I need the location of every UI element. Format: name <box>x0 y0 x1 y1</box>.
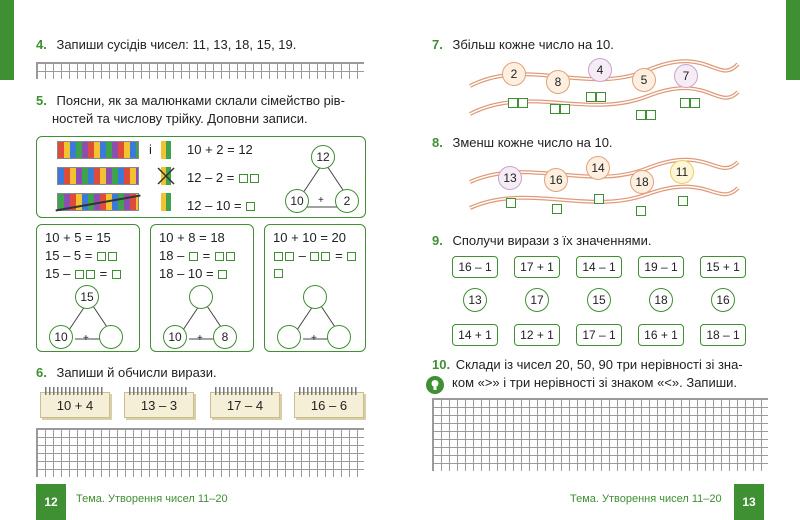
expr-text: 15 + 1 <box>706 260 740 274</box>
answer-cell[interactable] <box>518 98 528 108</box>
left-footer-topic: Тема. Утворення чисел 11–20 <box>76 493 228 505</box>
boxC-left-circle[interactable] <box>277 325 301 349</box>
eq-12-minus-2 <box>187 169 260 186</box>
ex6-text: Запиши й обчисли вирази. <box>56 365 217 380</box>
ex8-ball-4 <box>630 170 654 194</box>
pencils-box <box>36 136 366 218</box>
ex10-heading <box>432 356 772 392</box>
answer-cell[interactable] <box>246 202 255 211</box>
answer-cell[interactable] <box>310 252 319 261</box>
expr-text: 17 – 1 <box>582 328 616 342</box>
boxB-line3-text: 18 – 10 = <box>159 266 214 281</box>
ex4-heading <box>36 36 296 54</box>
answer-cell[interactable] <box>594 194 604 204</box>
boxB-right-circle <box>213 325 237 349</box>
ex9-number: 9. <box>432 233 443 248</box>
family-box-a <box>36 224 140 352</box>
answer-cell[interactable] <box>636 206 646 216</box>
ex9-expr-top-5[interactable] <box>700 256 746 278</box>
expr-text: 19 – 1 <box>644 260 678 274</box>
boxB-line1: 10 + 8 = 18 <box>159 230 225 245</box>
answer-cell[interactable] <box>97 252 106 261</box>
ball-value: 16 <box>549 173 563 187</box>
boxB-line2 <box>159 247 236 264</box>
ball-value: 13 <box>503 171 517 185</box>
answer-cell[interactable] <box>112 270 121 279</box>
answer-cell[interactable] <box>274 269 283 278</box>
ex10-number: 10. <box>432 357 451 372</box>
ex7-heading <box>432 36 614 54</box>
expr-text: 16 – 1 <box>458 260 492 274</box>
ex6-heading <box>36 364 217 382</box>
answer-cell[interactable] <box>239 174 248 183</box>
ex9-text: Сполучи вирази з їх значеннями. <box>452 233 652 248</box>
answer-cell[interactable] <box>680 98 690 108</box>
value-text: 15 <box>592 293 606 307</box>
answer-cell[interactable] <box>75 270 84 279</box>
boxB-line2-text: 18 – <box>159 248 185 263</box>
answer-cell[interactable] <box>285 252 294 261</box>
boxA-line1: 10 + 5 = 15 <box>45 230 111 245</box>
ball-value: 14 <box>591 161 605 175</box>
ex10-grid[interactable] <box>432 398 768 471</box>
boxC-line2-eq: = <box>335 248 343 263</box>
ex9-expr-top-2[interactable] <box>514 256 560 278</box>
tri-right-circle <box>335 189 359 213</box>
ex9-value-5[interactable] <box>711 288 735 312</box>
ex8-ball-2 <box>544 168 568 192</box>
answer-cell[interactable] <box>636 110 646 120</box>
ex5-text-line2: ностей та числову трійку. Доповни записи. <box>52 111 308 126</box>
answer-cell[interactable] <box>690 98 700 108</box>
expr-text: 17 + 1 <box>520 260 554 274</box>
boxB-plus: + <box>197 333 203 344</box>
spiral-binding <box>299 387 359 395</box>
right-edge-bar <box>786 0 800 80</box>
ex9-expr-top-3[interactable] <box>576 256 622 278</box>
answer-cell[interactable] <box>552 204 562 214</box>
left-edge-bar <box>0 0 14 80</box>
ex8-number: 8. <box>432 135 443 150</box>
ex4-grid <box>36 62 364 79</box>
left-page-number: 12 <box>44 495 58 509</box>
ex6-number: 6. <box>36 365 47 380</box>
boxA-top-circle <box>75 285 99 309</box>
boxC-plus: + <box>311 333 317 344</box>
value-text: 17 <box>530 293 544 307</box>
boxB-top-circle[interactable] <box>189 285 213 309</box>
ball-value: 8 <box>554 75 562 89</box>
right-page-number-box <box>734 484 764 520</box>
left-page-number-box <box>36 484 66 520</box>
answer-cell[interactable] <box>189 252 198 261</box>
expr-card-text: 13 – 3 <box>140 397 178 413</box>
answer-cell[interactable] <box>321 252 330 261</box>
expr-text: 14 + 1 <box>458 328 492 342</box>
ex7-number: 7. <box>432 37 443 52</box>
ex5-text-line1: Поясни, як за малюнками склали сімейство рів- <box>56 93 345 108</box>
boxB-left-value: 10 <box>168 330 182 344</box>
answer-cell[interactable] <box>226 252 235 261</box>
eq-12-minus-10-text: 12 – 10 = <box>187 198 242 213</box>
ex9-expr-bottom-1[interactable] <box>452 324 498 346</box>
spiral-binding <box>129 387 189 395</box>
spiral-binding <box>45 387 105 395</box>
pencil-row-1 <box>57 141 139 159</box>
ex9-expr-bottom-3[interactable] <box>576 324 622 346</box>
ex10-text-line1: Склади із чисел 20, 50, 90 три нерівності зі зна- <box>455 357 743 372</box>
ex8-heading <box>432 134 613 152</box>
answer-cell[interactable] <box>560 104 570 114</box>
expr-card-text: 17 – 4 <box>226 397 264 413</box>
boxA-line2 <box>45 247 118 264</box>
answer-cell[interactable] <box>646 110 656 120</box>
two-pencils-3 <box>161 193 171 211</box>
boxC-line2 <box>273 247 365 281</box>
value-text: 13 <box>468 293 482 307</box>
boxA-top-value: 15 <box>80 290 94 304</box>
ex6-grid[interactable] <box>36 428 364 477</box>
ball-value: 11 <box>675 165 689 179</box>
answer-cell[interactable] <box>108 252 117 261</box>
boxA-line3-text: 15 – <box>45 266 71 281</box>
expr-text: 16 + 1 <box>644 328 678 342</box>
eq-10-plus-2: 10 + 2 = 12 <box>187 142 253 157</box>
boxA-left-value: 10 <box>54 330 68 344</box>
ball-value: 7 <box>682 69 690 83</box>
answer-cell[interactable] <box>678 196 688 206</box>
ex9-expr-top-1[interactable] <box>452 256 498 278</box>
ex9-expr-bottom-2[interactable] <box>514 324 560 346</box>
ex8-ball-3 <box>586 156 610 180</box>
answer-cell[interactable] <box>508 98 518 108</box>
ex7-ball-5 <box>674 64 698 88</box>
boxC-right-circle[interactable] <box>327 325 351 349</box>
ex5-number: 5. <box>36 93 47 108</box>
cross-icon <box>157 167 175 185</box>
tri-plus: + <box>318 195 324 206</box>
expr-text: 14 – 1 <box>582 260 616 274</box>
value-text: 18 <box>654 293 668 307</box>
boxB-line3 <box>159 265 228 282</box>
ex9-value-3[interactable] <box>587 288 611 312</box>
answer-cell[interactable] <box>347 252 356 261</box>
ex7-ball-1 <box>502 62 526 86</box>
expr-text: 18 – 1 <box>706 328 740 342</box>
spiral-binding <box>215 387 275 395</box>
ex9-expr-top-4[interactable] <box>638 256 684 278</box>
eq-12-minus-2-text: 12 – 2 = <box>187 170 235 185</box>
tri-top-value: 12 <box>316 150 330 164</box>
ex7-ball-3 <box>588 58 612 82</box>
boxA-right-circle[interactable] <box>99 325 123 349</box>
tri-left-value: 10 <box>290 194 304 208</box>
ex9-expr-bottom-5[interactable] <box>700 324 746 346</box>
ex8-ball-5 <box>670 160 694 184</box>
boxB-right-value: 8 <box>221 330 229 344</box>
answer-cell[interactable] <box>250 174 259 183</box>
expr-card-text: 10 + 4 <box>56 397 94 413</box>
expr-card-2 <box>124 392 194 418</box>
answer-cell[interactable] <box>274 252 283 261</box>
tri-top-circle <box>311 145 335 169</box>
ball-value: 2 <box>510 67 518 81</box>
boxC-top-circle[interactable] <box>303 285 327 309</box>
answer-cell[interactable] <box>550 104 560 114</box>
ex10-text-line2: ком «>» і три нерівності зі знаком «<». Запиши. <box>452 375 738 390</box>
ex7-ball-2 <box>546 70 570 94</box>
ex7-text: Збільш кожне число на 10. <box>452 37 614 52</box>
expr-text: 12 + 1 <box>520 328 554 342</box>
ball-value: 18 <box>635 175 649 189</box>
ex9-value-1[interactable] <box>463 288 487 312</box>
ex9-value-4[interactable] <box>649 288 673 312</box>
answer-cell[interactable] <box>586 92 596 102</box>
answer-cell[interactable] <box>215 252 224 261</box>
ex8-text: Зменш кожне число на 10. <box>452 135 613 150</box>
expr-card-4 <box>294 392 364 418</box>
right-page-number: 13 <box>742 495 756 509</box>
boxA-line3-eq: = <box>99 266 108 281</box>
expr-card-text: 16 – 6 <box>310 397 348 413</box>
boxA-left-circle <box>49 325 73 349</box>
lightbulb-icon <box>426 376 444 394</box>
ex9-expr-bottom-4[interactable] <box>638 324 684 346</box>
boxC-line1: 10 + 10 = 20 <box>273 230 347 245</box>
value-text: 16 <box>716 293 730 307</box>
ball-value: 4 <box>596 63 604 77</box>
boxB-line2-eq: = <box>202 248 211 263</box>
eq-12-minus-10 <box>187 197 256 214</box>
boxA-plus: + <box>83 333 89 344</box>
ex4-number: 4. <box>36 37 47 52</box>
ball-value: 5 <box>640 73 648 87</box>
family-box-c <box>264 224 366 352</box>
expr-card-1 <box>40 392 110 418</box>
two-pencils-1 <box>161 141 171 159</box>
boxA-line3 <box>45 265 122 282</box>
answer-cell[interactable] <box>86 270 95 279</box>
ex9-heading <box>432 232 651 250</box>
right-footer-topic: Тема. Утворення чисел 11–20 <box>570 493 722 505</box>
answer-cell[interactable] <box>218 270 227 279</box>
pencil-row-2 <box>57 167 139 185</box>
boxA-line2-text: 15 – 5 = <box>45 248 93 263</box>
boxC-line2-minus: – <box>298 248 306 263</box>
ex8-ball-1 <box>498 166 522 190</box>
and-label: і <box>149 142 152 157</box>
family-box-b <box>150 224 254 352</box>
ex4-text: Запиши сусідів чисел: 11, 13, 18, 15, 19. <box>56 37 297 52</box>
tri-left-circle <box>285 189 309 213</box>
ex7-ball-4 <box>632 68 656 92</box>
boxB-left-circle <box>163 325 187 349</box>
tri-right-value: 2 <box>343 194 351 208</box>
ex5-heading <box>36 92 366 128</box>
ex9-value-2[interactable] <box>525 288 549 312</box>
answer-cell[interactable] <box>596 92 606 102</box>
expr-card-3 <box>210 392 280 418</box>
answer-cell[interactable] <box>506 198 516 208</box>
